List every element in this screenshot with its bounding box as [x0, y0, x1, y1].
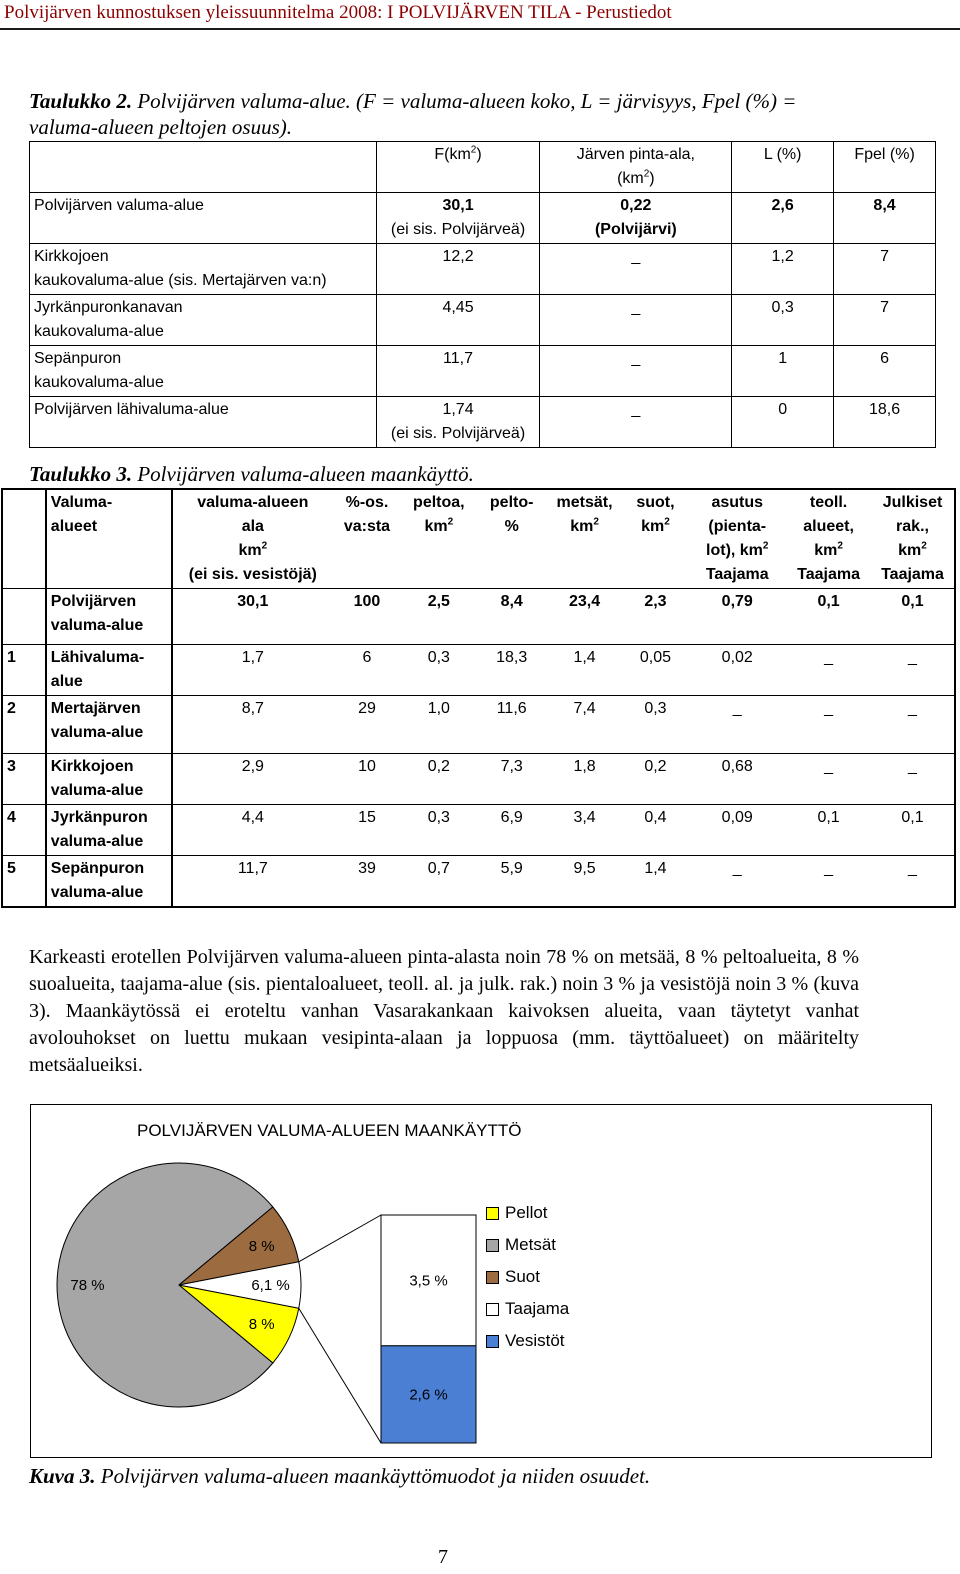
table2-fpel-cell: 6	[834, 346, 936, 397]
table3-ind-cell: _	[786, 754, 871, 805]
table3-res-cell: 0,79	[688, 589, 786, 645]
table2-caption	[29, 88, 869, 140]
table-row	[30, 397, 936, 448]
table-row	[2, 856, 955, 908]
table2-f-cell: 11,7	[376, 346, 540, 397]
header-rule	[0, 28, 960, 30]
table3-bog-cell: 0,05	[623, 645, 689, 696]
table-row	[2, 754, 955, 805]
legend-label: Pellot	[505, 1203, 548, 1222]
table3-num-cell: 1	[2, 645, 46, 696]
table-row	[30, 193, 936, 244]
table3-forest-cell: 9,5	[573, 860, 596, 877]
table3-size-cell: 1,7	[172, 645, 333, 696]
document-header: Polvijärven kunnostuksen yleissuunnitelma 2008: I POLVIJÄRVEN TILA - Perustiedot	[4, 2, 672, 23]
table3-ind-cell: _	[824, 860, 834, 877]
table3-header-num	[2, 489, 46, 589]
table3-caption	[29, 461, 474, 487]
table2-name-cell: Sepänpuron kaukovaluma-alue	[30, 346, 377, 397]
legend-label: Suot	[505, 1267, 540, 1286]
legend-swatch	[486, 1335, 499, 1348]
table3-fieldpct-cell: 11,6	[477, 696, 547, 754]
table3-name-cell: Sepänpuron valuma-alue	[46, 856, 172, 908]
table3-size-cell: 4,4	[172, 805, 333, 856]
table3-bog-cell: 1,4	[644, 860, 667, 877]
table-row	[2, 589, 955, 645]
pie-label-suot: 8 %	[248, 1237, 275, 1255]
table2-lake-cell: _	[540, 295, 732, 346]
legend-item	[486, 1267, 569, 1299]
table2-f-cell: 1,74 (ei sis. Polvijärveä)	[376, 397, 540, 448]
table2-name-cell: Kirkkojoen kaukovaluma-alue (sis. Mertajärven va:n)	[30, 244, 377, 295]
table3-ind-cell: _	[786, 696, 871, 754]
table3-bog-cell: 0,3	[623, 696, 689, 754]
table-row	[30, 346, 936, 397]
table2-fpel-cell: 8,4	[834, 193, 936, 244]
table3-pub-cell: _	[871, 696, 955, 754]
table3-num-cell: 2	[2, 696, 46, 754]
table3-pub-cell: _	[871, 754, 955, 805]
table3-field-cell: 2,5	[401, 589, 477, 645]
legend-swatch	[486, 1303, 499, 1316]
table3-pct-cell: 39	[358, 860, 376, 877]
chart-title: POLVIJÄRVEN VALUMA-ALUEEN MAANKÄYTTÖ	[137, 1121, 522, 1140]
table3-bog-cell: 0,4	[623, 805, 689, 856]
table2-fpel-cell: 7	[834, 244, 936, 295]
table2-lake-cell: _	[540, 244, 732, 295]
table2-f-cell: 12,2	[376, 244, 540, 295]
table2-caption-label: Taulukko 2.	[29, 89, 133, 113]
legend-item	[486, 1299, 569, 1331]
table2-lake-cell: _	[540, 397, 732, 448]
table3-size-cell: 8,7	[172, 696, 333, 754]
table-row	[30, 295, 936, 346]
table2-name-cell: Polvijärven lähivaluma-alue	[30, 397, 377, 448]
legend-label: Vesistöt	[505, 1331, 565, 1350]
table2-header-empty	[30, 142, 377, 193]
table3-res-cell: 0,02	[688, 645, 786, 696]
table3-name-cell: Lähivaluma- alue	[46, 645, 172, 696]
table3-num-cell: 4	[2, 805, 46, 856]
table3-field-cell: 0,3	[401, 645, 477, 696]
pie-label-metsat: 78 %	[70, 1277, 105, 1294]
table3-fieldpct-cell: 5,9	[500, 860, 523, 877]
table3-pct-cell: 10	[333, 754, 401, 805]
figure-caption-label: Kuva 3.	[29, 1464, 96, 1488]
table2-lake-cell: 0,22 (Polvijärvi)	[540, 193, 732, 244]
table3-header-field: peltoa, $km^2$	[401, 489, 477, 589]
table3-header-public: Julkiset rak., $km^2$ Taajama	[871, 489, 955, 589]
table3	[1, 488, 956, 908]
table3-header-row	[2, 489, 955, 589]
table3-name-cell: Kirkkojoen valuma-alue	[46, 754, 172, 805]
table3-fieldpct-cell: 8,4	[477, 589, 547, 645]
table3-ind-cell: _	[786, 645, 871, 696]
table3-res-cell: _	[732, 860, 742, 877]
table-row	[2, 645, 955, 696]
table3-header-area: Valuma- alueet	[46, 489, 172, 589]
table3-ind-cell: 0,1	[786, 805, 871, 856]
table3-pub-cell: _	[871, 645, 955, 696]
bar-label-taajama: 3,5 %	[409, 1272, 448, 1290]
table3-header-industrial: teoll. alueet, $km^2$ Taajama	[786, 489, 871, 589]
table3-ind-cell: 0,1	[786, 589, 871, 645]
table2-header-f: $F(km^2)$	[376, 142, 540, 193]
table3-header-pct: %-os. va:sta	[333, 489, 401, 589]
body-paragraph: Karkeasti erotellen Polvijärven valuma-alueen pinta-alasta noin 78 % on metsää, 8 % peltoalueita, 8 % suoalueita, taajama-alue (sis. pientaloalueet, teoll. al. ja julk. rak.) noin 3 % ja vesistöjä noin 3 % (kuva 3). Maankäytössä ei eroteltu vanhan Vasarakankaan kaivoksen alueita, vaan täytetyt vanhat avolouhokset on luettu mukaan vesipinta-alaan ja loppuosa (mm. täyttöalueet) on määritelty metsäalueiksi.	[29, 946, 859, 1076]
table3-res-cell: 0,68	[688, 754, 786, 805]
table3-caption-label: Taulukko 3.	[29, 462, 133, 486]
table3-bog-cell: 0,2	[623, 754, 689, 805]
table3-pub-cell: 0,1	[871, 805, 955, 856]
table2-header-l: L (%)	[732, 142, 834, 193]
table3-name-cell: Jyrkänpuron valuma-alue	[46, 805, 172, 856]
table3-name-cell: Mertajärven valuma-alue	[46, 696, 172, 754]
table2-header-row	[30, 142, 936, 193]
table3-name-cell: Polvijärven valuma-alue	[46, 589, 172, 645]
table3-num-cell: 3	[2, 754, 46, 805]
table2-fpel-cell: 7	[834, 295, 936, 346]
table3-field-cell: 1,0	[401, 696, 477, 754]
table3-pct-cell: 29	[333, 696, 401, 754]
chart-svg	[31, 1105, 931, 1457]
table3-field-cell: 0,3	[401, 805, 477, 856]
chart-legend	[486, 1203, 569, 1363]
table3-bog-cell: 2,3	[623, 589, 689, 645]
legend-item	[486, 1235, 569, 1267]
table-row	[30, 244, 936, 295]
pie-label-other: 6,1 %	[251, 1277, 290, 1294]
table3-size-cell: 30,1	[172, 589, 333, 645]
table3-header-forest: metsät, $km^2$	[547, 489, 623, 589]
table3-forest-cell: 1,8	[547, 754, 623, 805]
table3-forest-cell: 23,4	[547, 589, 623, 645]
table3-pub-cell: _	[908, 860, 917, 877]
legend-label: Metsät	[505, 1235, 557, 1254]
table3-fieldpct-cell: 6,9	[477, 805, 547, 856]
table3-header-fieldpct: pelto- %	[477, 489, 547, 589]
table3-pct-cell: 15	[333, 805, 401, 856]
table2-header-lake-area: Järven pinta-ala, $(km^2)$	[540, 142, 732, 193]
land-use-chart	[30, 1104, 932, 1458]
legend-label: Taajama	[505, 1299, 570, 1318]
bar-label-vesistöt: 2,6 %	[409, 1386, 448, 1404]
table2-l-cell: 0	[732, 397, 834, 448]
table2-lake-cell: _	[540, 346, 732, 397]
table3-pct-cell: 6	[333, 645, 401, 696]
legend-item	[486, 1331, 569, 1363]
table-row	[2, 696, 955, 754]
page-number: 7	[438, 1546, 448, 1568]
table2-l-cell: 1	[732, 346, 834, 397]
table3-pct-cell: 100	[333, 589, 401, 645]
table3-header-residential: asutus (pienta- lot), $km^2$ Taajama	[688, 489, 786, 589]
table2-l-cell: 1,2	[732, 244, 834, 295]
table3-res-cell: _	[688, 696, 786, 754]
table3-caption-text: Polvijärven valuma-alueen maankäyttö.	[137, 462, 474, 486]
legend-swatch	[486, 1239, 499, 1252]
table2	[29, 141, 936, 448]
table3-fieldpct-cell: 7,3	[477, 754, 547, 805]
table2-f-cell: 30,1 (ei sis. Polvijärveä)	[376, 193, 540, 244]
table3-pub-cell: 0,1	[871, 589, 955, 645]
table-row	[2, 805, 955, 856]
connector-line	[299, 1215, 381, 1262]
table3-field-cell: 0,7	[427, 860, 450, 877]
table3-fieldpct-cell: 18,3	[477, 645, 547, 696]
table2-l-cell: 0,3	[732, 295, 834, 346]
table3-size-cell: 2,9	[172, 754, 333, 805]
table2-f-cell: 4,45	[376, 295, 540, 346]
connector-line	[299, 1308, 381, 1443]
table3-forest-cell: 3,4	[547, 805, 623, 856]
legend-swatch	[486, 1271, 499, 1284]
figure-caption-text: Polvijärven valuma-alueen maankäyttömuodot ja niiden osuudet.	[100, 1464, 651, 1488]
table3-res-cell: 0,09	[688, 805, 786, 856]
table2-fpel-cell: 18,6	[834, 397, 936, 448]
table2-caption-text: Polvijärven valuma-alue. (F = valuma-alueen koko, L = järvisyys, Fpel (%) = valuma-alueen peltojen osuus).	[29, 89, 797, 139]
table3-num-cell: 5	[7, 860, 16, 877]
table3-header-bog: suot, $km^2$	[623, 489, 689, 589]
table3-num-cell	[2, 589, 46, 645]
table2-l-cell: 2,6	[732, 193, 834, 244]
table3-field-cell: 0,2	[401, 754, 477, 805]
table3-forest-cell: 1,4	[547, 645, 623, 696]
table3-forest-cell: 7,4	[547, 696, 623, 754]
table3-header-size: valuma-alueen ala $km^2$ (ei sis. vesistöjä)	[172, 489, 333, 589]
legend-item	[486, 1203, 569, 1235]
table2-header-fpel: Fpel (%)	[834, 142, 936, 193]
legend-swatch	[486, 1207, 499, 1220]
pie-label-pellot: 8 %	[248, 1316, 275, 1334]
table3-size-cell: 11,7	[172, 856, 333, 908]
figure-caption	[29, 1464, 650, 1489]
table2-name-cell: Polvijärven valuma-alue	[30, 193, 377, 244]
table2-name-cell: Jyrkänpuronkanavan kaukovaluma-alue	[30, 295, 377, 346]
